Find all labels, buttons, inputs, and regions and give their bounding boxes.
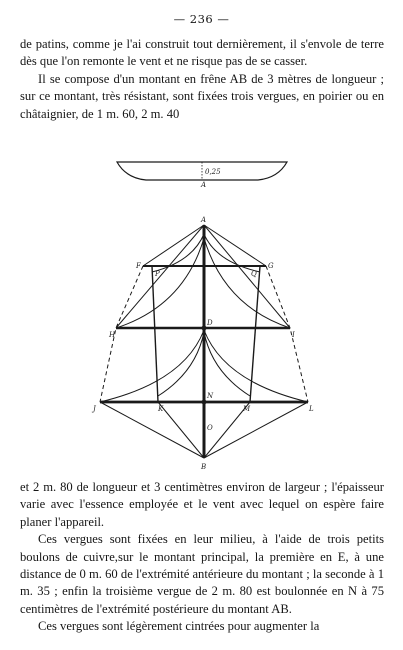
label-G: G [268, 262, 274, 270]
label-Q: Q [251, 270, 257, 278]
line-A-G [204, 225, 266, 266]
paragraph-continued: de patins, comme je l'ai construit tout dernièrement, il s'envole de terre dès que l'on remonte le vent et ne risque pas de se casser. [20, 37, 384, 69]
line-K-B [158, 402, 204, 458]
label-A-small: A [201, 181, 207, 189]
node-D [202, 326, 206, 330]
node-N [202, 400, 206, 404]
label-M: M [243, 405, 251, 413]
bottom-text-block [20, 479, 384, 636]
label-A: A [201, 216, 207, 224]
paragraph-fixation: Ces vergues sont fixées en leur milieu, à l'aide de trois petits boulons de cuivre,sur le montant principal, la première en E, à une distance de 0 m. 60 de l'extrémité antérieure du montant ; la seconde à 1 m. 35 ; enfin la troisième vergue de 2 m. 80 est boulonnée en N à 75 centimètres de l'extrémité postérieure du montant AB. [20, 532, 384, 616]
line-A-F [143, 225, 204, 266]
curve-A-H [116, 238, 204, 328]
label-H: H [109, 331, 116, 339]
dashed-outline-left [100, 266, 143, 402]
line-L-B [204, 402, 308, 458]
cross-section-diagram [117, 162, 287, 180]
label-L: L [309, 405, 314, 413]
label-B: B [201, 463, 207, 471]
label-J: J [93, 405, 96, 413]
line-J-B [100, 402, 204, 458]
curve-D-L [204, 330, 308, 402]
line-A-H [116, 225, 204, 328]
line-A-I [204, 225, 290, 328]
page-number: — 236 — [173, 12, 230, 26]
label-N: N [207, 392, 214, 400]
label-D: D [207, 319, 213, 327]
label-O: O [207, 424, 213, 432]
paragraph-cintrees: Ces vergues sont légèrement cintrées pour augmenter la [38, 619, 320, 634]
dashed-outline-right [266, 266, 308, 402]
curve-D-J [100, 330, 204, 402]
label-K: K [158, 405, 164, 413]
label-I: I [292, 331, 295, 339]
paragraph-dimensions: et 2 m. 80 de longueur et 3 centimètres environ de largeur ; l'épaisseur varie avec l'essence employée et le vent avec lequel on espère faire planer l'appareil. [20, 480, 384, 529]
label-P: P [155, 270, 160, 278]
kite-diagram [100, 225, 308, 458]
dimension-label: 0,25 [205, 168, 221, 176]
paragraph-montant: Il se compose d'un montant en frêne AB de 3 mètres de longueur ; sur ce montant, très résistant, sont fixées trois vergues, en poirier ou en châtaignier, de 1 m. 60, 2 m. 40 [20, 71, 384, 121]
label-F: F [136, 262, 141, 270]
